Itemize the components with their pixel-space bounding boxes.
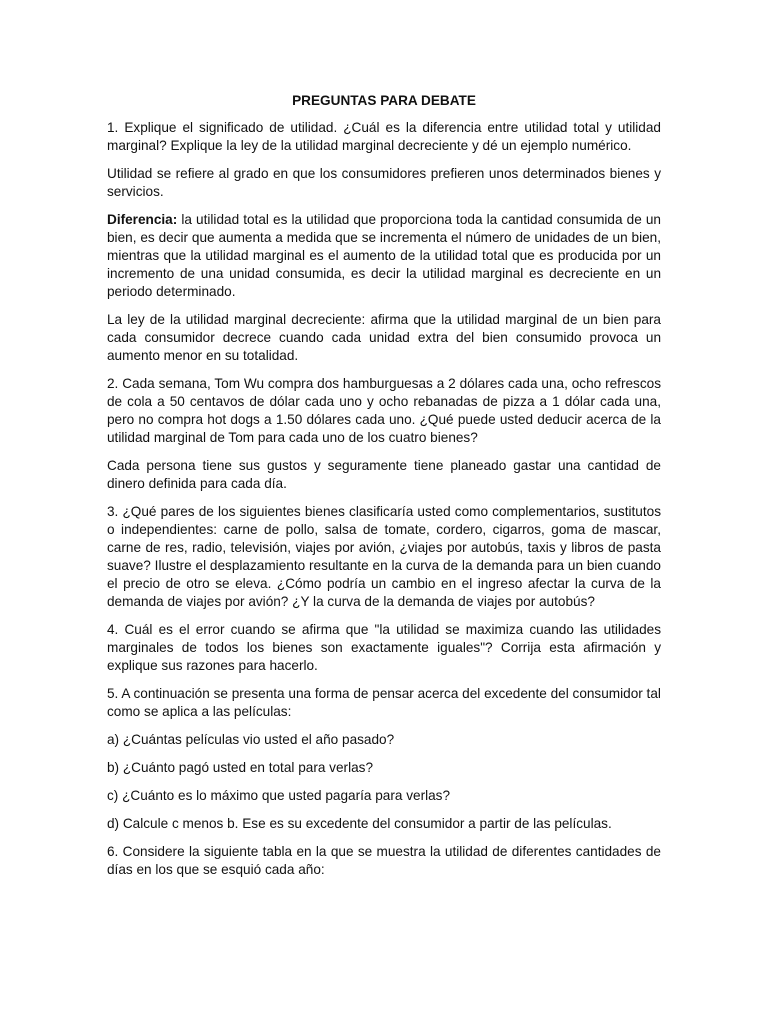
question-5b: b) ¿Cuánto pagó usted en total para verlas?: [107, 760, 374, 775]
difference-label: Diferencia:: [107, 212, 178, 227]
question-3: 3. ¿Qué pares de los siguientes bienes clasificaría usted como complementarios, sustitutos o independientes: carne de pollo, salsa de tomate, cordero, cigarros, goma de mascar, carne de res, radio, televisión, viajes por avión, ¿viajes por autobús, taxis y libros de pasta suave? Ilustre el desplazamiento resultante en la curva de la demanda para un bien cuando el precio de otro se eleva. ¿Cómo podría un cambio en el ingreso afectar la curva de la demanda de viajes por avión? ¿Y la curva de la demanda de viajes por autobús?: [107, 504, 661, 609]
question-5d: d) Calcule c menos b. Ese es su excedente del consumidor a partir de las películas.: [107, 816, 612, 831]
difference-text: la utilidad total es la utilidad que proporciona toda la cantidad consumida de un bien, es decir que aumenta a medida que se incrementa el número de unidades de un bien, mientras que la utilidad marginal es el aumento de la utilidad total que es producida por un incremento de una unidad consumida, es decir la utilidad marginal es decreciente en un periodo determinado.: [107, 212, 661, 299]
question-6: 6. Considere la siguiente tabla en la que se muestra la utilidad de diferentes cantidades de días en los que se esquió cada año:: [107, 844, 661, 877]
page-title: PREGUNTAS PARA DEBATE: [292, 93, 476, 108]
answer-difference: [107, 211, 661, 301]
question-5a: a) ¿Cuántas películas vio usted el año pasado?: [107, 732, 395, 747]
question-1: 1. Explique el significado de utilidad. ¿Cuál es la diferencia entre utilidad total y utilidad marginal? Explique la ley de la utilidad marginal decreciente y dé un ejemplo numérico.: [107, 120, 661, 153]
answer-utility-definition: Utilidad se refiere al grado en que los consumidores prefieren unos determinados bienes y servicios.: [107, 166, 661, 199]
question-4: 4. Cuál es el error cuando se afirma que "la utilidad se maximiza cuando las utilidades marginales de todos los bienes son exactamente iguales"? Corrija esta afirmación y explique sus razones para hacerlo.: [107, 622, 661, 673]
question-5c: c) ¿Cuánto es lo máximo que usted pagaría para verlas?: [107, 788, 451, 803]
answer-law-marginal-utility: La ley de la utilidad marginal decreciente: afirma que la utilidad marginal de un bien para cada consumidor decrece cuando cada unidad extra del bien consumido provoca un aumento menor en su totalidad.: [107, 312, 661, 363]
question-5: 5. A continuación se presenta una forma de pensar acerca del excedente del consumidor tal como se aplica a las películas:: [107, 686, 661, 719]
question-2: 2. Cada semana, Tom Wu compra dos hamburguesas a 2 dólares cada una, ocho refrescos de cola a 50 centavos de dólar cada uno y ocho rebanadas de pizza a 1 dólar cada una, pero no compra hot dogs a 1.50 dólares cada uno. ¿Qué puede usted deducir acerca de la utilidad marginal de Tom para cada uno de los cuatro bienes?: [107, 376, 661, 445]
answer-2: Cada persona tiene sus gustos y seguramente tiene planeado gastar una cantidad de dinero definida para cada día.: [107, 458, 661, 491]
